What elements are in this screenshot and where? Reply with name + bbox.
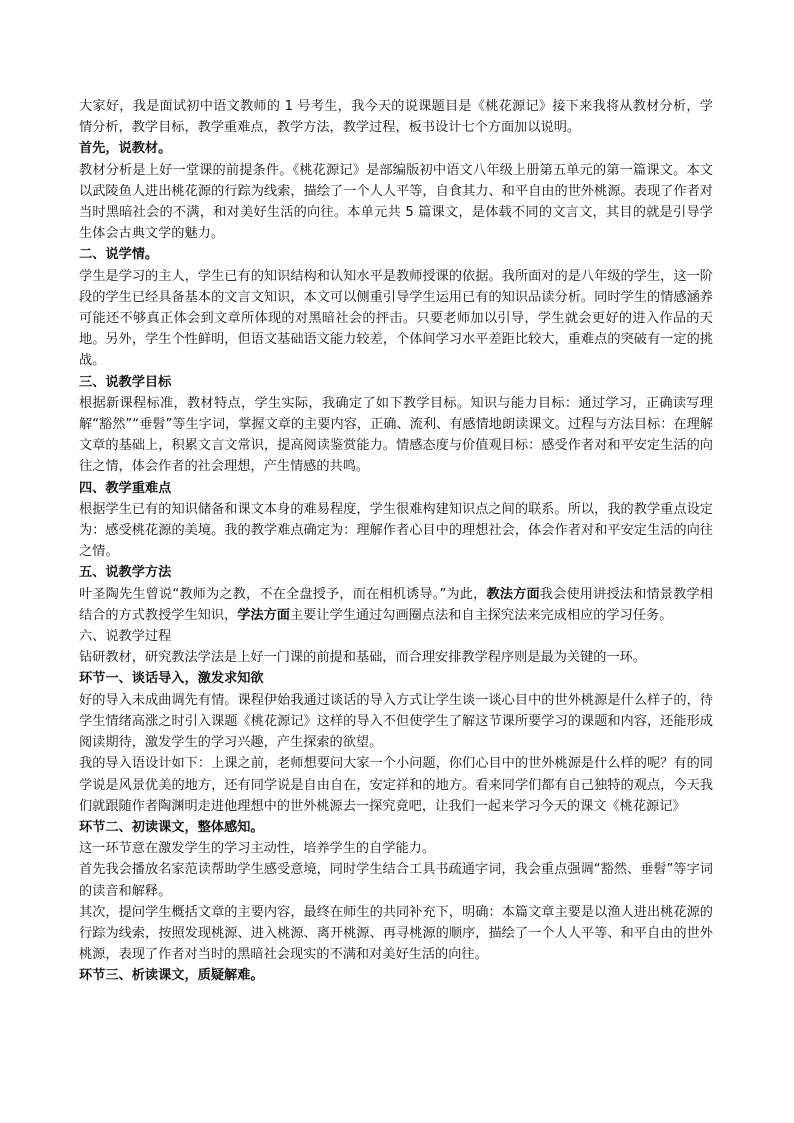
intro-paragraph: 大家好，我是面试初中语文教师的 1 号考生，我今天的说课题目是《桃花源记》接下来我将从教材分析，学情分析，教学目标，教学重难点，教学方法，教学过程，板书设计七个方面加以说明。	[79, 99, 713, 136]
document-page	[79, 96, 713, 987]
methods-text-a: 叶圣陶先生曾说“教师为之教，不在全盘授予，而在相机诱导。”为此，	[79, 586, 487, 602]
process-heading-text: 六、说教学过程	[79, 629, 172, 645]
step2-paragraph-1: 这一环节意在激发学生的学习主动性，培养学生的自学能力。	[79, 841, 436, 857]
step3-heading: 环节三、析读课文，质疑解难。	[79, 968, 264, 984]
methods-bold-teaching: 教法方面	[486, 586, 540, 602]
section-heading-process	[79, 626, 713, 647]
section-heading-methods: 五、说教学方法	[79, 565, 172, 581]
section-heading-key-points: 四、教学重难点	[79, 480, 172, 496]
step1-paragraph-2: 我的导入语设计如下：上课之前，老师想要问大家一个小问题，你们心目中的世外桃源是什么样的呢？有的同学说是风景优美的地方，还有同学说是自由自在，安定祥和的地方。看来同学们都有自己独特的观点，今天我们就跟随作者陶渊明走进他理想中的世外桃源去一探究竟吧，让我们一起来学习今天的课文《桃花源记》	[79, 756, 713, 814]
section-body-key-points: 根据学生已有的知识储备和课文本身的难易程度，学生很难构建知识点之间的联系。所以，我的教学重点设定为：感受桃花源的美境。我的教学难点确定为：理解作者心目中的理想社会，体会作者对和平安定生活的向往之情。	[79, 501, 713, 560]
section-heading-objectives: 三、说教学目标	[79, 374, 172, 390]
section-body-methods	[79, 584, 713, 626]
step2-paragraph-2: 首先我会播放名家范读帮助学生感受意境，同时学生结合工具书疏通字词，我会重点强调“豁然、垂髫”等字词的读音和解释。	[79, 862, 713, 899]
methods-text-c: 主要让学生通过勾画圈点法和自主探究法来完成相应的学习任务。	[290, 607, 673, 623]
section-body-process: 钻研教材，研究教法学法是上好一门课的前提和基础，而合理安排教学程序则是最为关键的一环。	[79, 650, 647, 666]
step2-heading: 环节二、初读课文，整体感知。	[79, 819, 264, 835]
step1-paragraph-1: 好的导入未成曲调先有情。课程伊始我通过谈话的导入方式让学生谈一谈心目中的世外桃源是什么样子的，待学生情绪高涨之时引入课题《桃花源记》这样的导入不但使学生了解这节课所要学习的课题和内容，还能形成阅读期待，激发学生的学习兴趣，产生探索的欲望。	[79, 692, 713, 751]
methods-text-b: 我会使用讲授法和情景教学相结合的方式教授学生知识，	[79, 586, 713, 623]
section-body-objectives: 根据新课程标准，教材特点，学生实际，我确定了如下教学目标。知识与能力目标：通过学习，正确读写理解“豁然”“垂髫”等生字词，掌握文章的主要内容，正确、流利、有感情地朗读课文。过程与方法目标：在理解文章的基础上，积累文言文常识，提高阅读鉴赏能力。情感态度与价值观目标：感受作者对和平安定生活的向往之情，体会作者的社会理想，产生情感的共鸣。	[79, 395, 713, 475]
step1-heading: 环节一、谈话导入，激发求知欲	[79, 671, 264, 687]
section-heading-students: 二、说学情。	[79, 247, 159, 263]
section-body-textbook: 教材分析是上好一堂课的前提条件。《桃花源记》是部编版初中语文八年级上册第五单元的第一篇课文。本文以武陵鱼人进出桃花源的行踪为线索，描绘了一个人人平等，自食其力、和平自由的世外桃源。表现了作者对当时黑暗社会的不满，和对美好生活的向往。本单元共 5 篇课文，是体载不同的文言文，其目的就是引导学生体会古典文学的魅力。	[79, 162, 713, 242]
section-heading-textbook: 首先，说教材。	[79, 141, 172, 157]
step2-paragraph-3: 其次，提问学生概括文章的主要内容，最终在师生的共同补充下，明确：本篇文章主要是以渔人进出桃花源的行踪为线索，按照发现桃源、进入桃源、离开桃源、再寻桃源的顺序，描绘了一个人人平等、和平自由的世外桃源，表现了作者对当时的黑暗社会现实的不满和对美好生活的向往。	[79, 904, 713, 963]
section-body-students: 学生是学习的主人，学生已有的知识结构和认知水平是教师授课的依据。我所面对的是八年级的学生，这一阶段的学生已经具备基本的文言文知识，本文可以侧重引导学生运用已有的知识品读分析。同时学生的情感涵养可能还不够真正体会到文章所体现的对黑暗社会的抨击。只要老师加以引导，学生就会更好的进入作品的天地。另外，学生个性鲜明，但语文基础语文能力较差，个体间学习水平差距比较大，重难点的突破有一定的挑战。	[79, 268, 713, 369]
methods-bold-learning: 学法方面	[237, 607, 290, 623]
